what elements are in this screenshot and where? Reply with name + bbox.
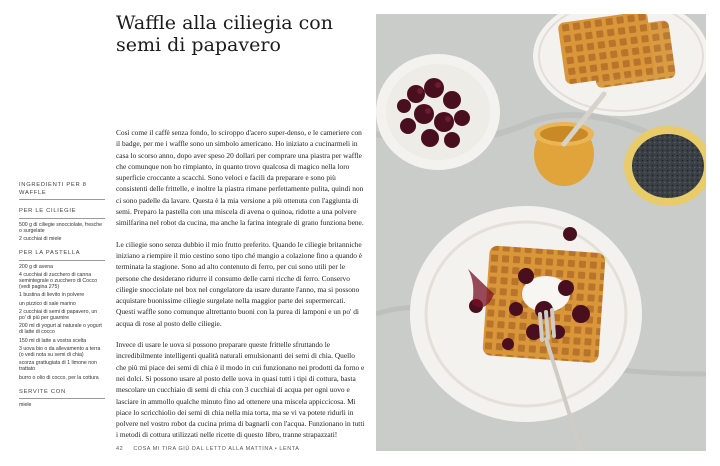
ingredient-item: 2 cucchiai di miele: [19, 235, 62, 242]
recipe-intro: [116, 127, 366, 451]
ingredient-item: 3 uova bio o da allevamento a terra (o vedi nota su semi di chia): [19, 345, 101, 359]
intro-paragraph: Le ciliegie sono senza dubbio il mio frutto preferito. Quando le ciliegie britanniche iniziano a riempire il mio cestino sono tipo ché mangio a colazione fino a quando è terminata la stagione. Sono ad alto contenuto di ferro, per cui sono utili per le persone che desiderano ridurre il consumo delle carni ricche di ferro. Conservo ciliegie snocciolate nel box nel congelatore da usare durante l'anno, ma si possono acquistare buonissime ciliegie surgelate nella maggior parte dei supermercati. Questi waffle sono comunque altrettanto buoni con la purea di lamponi e un po' di acqua di rose al posto delle ciliegie.: [116, 239, 363, 328]
ingredients-sidebar: [19, 182, 105, 411]
ingredient-item: 150 ml di latte a vostra scelta: [19, 337, 87, 344]
ingredient-item: miele: [19, 402, 32, 409]
section-heading: PER LE CILIEGIE: [19, 208, 77, 214]
ingredient-item: burro o olio di cocco, per la cottura: [19, 374, 99, 381]
divider: [19, 199, 105, 200]
ingredient-item: 2 cucchiai di semi di papavero, un po' di più per guarnire: [19, 308, 98, 322]
ingredient-item: 200 g di avena: [19, 263, 54, 270]
divider: [19, 260, 105, 261]
photo-illustration: [376, 14, 706, 451]
intro-paragraph: Così come il caffè senza fondo, lo sciroppo d'acero super-denso, e le cameriere con il badge, per me i waffle sono un simbolo americano. Ho iniziato a cucinarmeli in casa lo scorso anno, dopo aver speso 20 dollari per comprare una piastra per waffle che comunque non ho rimpianto, in quanto trovo qualcosa di magico nella loro superficie croccante a scacchi. Sono veloci e facili da preparare e sono più consistenti delle frittelle, e inoltre la piastra rimane perfettamente pulita, quindi non ci sono padelle da lavare. Questa è la mia versione a più ottenuta con l'aggiunta di semi. Preparo la pastella con una miscela di avena o quinoa, ridotte a una polvere similfarina nel robot da cucina, ma anche la farina integrale di grano funziona bene.: [116, 128, 364, 228]
page-footer: [116, 446, 299, 452]
section-heading: PER LA PASTELLA: [19, 250, 81, 257]
divider: [19, 398, 105, 399]
ingredient-item: 500 g di ciliegie snocciolate, fresche o surgelate: [19, 221, 103, 234]
ingredient-section-batter: [19, 250, 105, 381]
ingredient-item: un pizzico di sale marino: [19, 300, 76, 307]
recipe-photo: [376, 14, 706, 451]
ingredient-section-serve: [19, 389, 105, 409]
recipe-title: Waffle alla ciliegia con semi di papavero: [116, 12, 333, 56]
section-heading: SERVITE CON: [19, 388, 66, 395]
ingredient-section-cherries: [19, 208, 105, 242]
running-head: COSA MI TIRA GIÙ DAL LETTO ALLA MATTINA • LENTA: [133, 446, 300, 452]
intro-paragraph: Invece di usare le uova si possono preparare queste frittelle sfruttando le incredibilmente intelligenti qualità naturali emulsionanti dei semi di chia. Quello che più mi piace dei semi di chia è il modo in cui funzionano nei prodotti da forno e nei dolci. Si possono usare al posto delle uova in quasi tutti i tipi di cottura, basta mescolare un cucchiaio di semi di chia con 3 cucchiai di acqua per ogni uovo e lasciare in ammollo qualche minuto fino ad ottenere una miscela appiccicosa. Mi piace lo scricchiolio dei semi di chia nella mia torta, ma se vi va potete ridurli in polvere nel vostro robot da cucina prima di bagnarli con l'acqua. Funzionano in tutti i metodi di cottura utilizzati nelle ricette di questo libro, tranne strapazzati!: [116, 340, 365, 440]
ingredient-item: scorza grattugiata di 1 limone non trattato: [19, 360, 97, 373]
page-number: 42: [116, 446, 124, 452]
servings-heading: INGREDIENTI PER 8 WAFFLE: [19, 182, 87, 196]
ingredient-item: 4 cucchiai di zucchero di canna semintegrale o zucchero di Cocco (vedi pagina 275): [19, 271, 98, 291]
divider: [19, 218, 105, 219]
ingredient-item: 1 bustina di lievito in polvere: [19, 292, 85, 299]
ingredient-item: 200 ml di yogurt al naturale o yogurt di latte di cocco: [19, 323, 102, 336]
